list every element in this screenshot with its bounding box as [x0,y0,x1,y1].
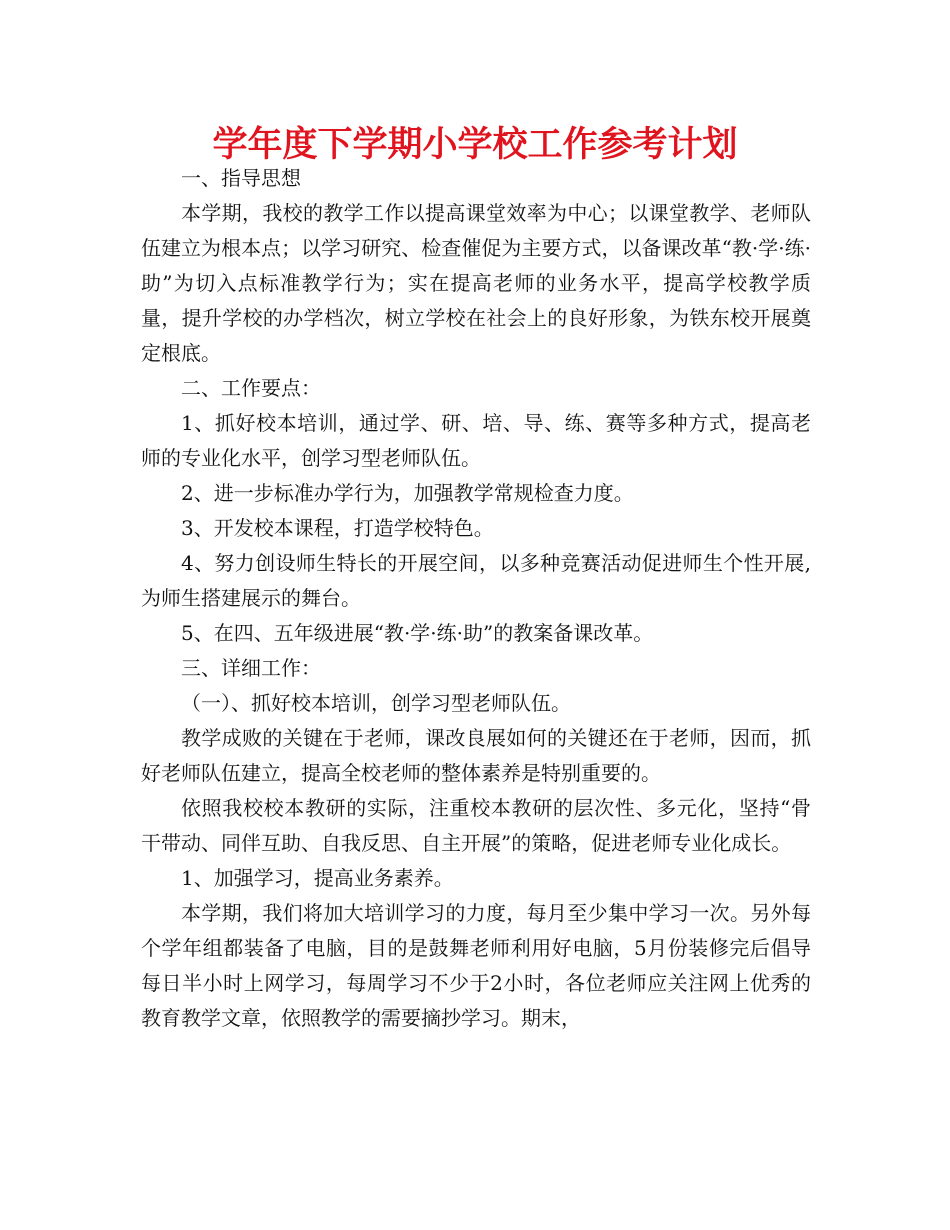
paragraph-school-research: 依照我校校本教研的实际，注重校本教研的层次性、多元化，坚持“骨干带动、同伴互助、自我反思、自主开展”的策略，促进老师专业化成长。 [141,796,811,855]
subsection-heading-school-training: （一）、抓好校本培训，创学习型老师队伍。 [181,691,571,715]
list-item-work-point-2: 2、进一步标准办学行为，加强教学常规检查力度。 [181,481,634,505]
list-item-work-point-3: 3、开发校本课程，打造学校特色。 [181,516,494,540]
paragraph-study-plan: 本学期，我们将加大培训学习的力度，每月至少集中学习一次。另外每个学年组都装备了电脑，目的是鼓舞老师利用好电脑，5月份装修完后倡导每日半小时上网学习，每周学习不少于2小时，各位老师应关注网上优秀的教育教学文章，依照教学的需要摘抄学习。期末， [141,901,811,1030]
section-heading-work-points: 二、工作要点： [181,376,321,400]
document-title: 学年度下学期小学校工作参考计划 [212,125,738,165]
section-heading-detailed-work: 三、详细工作： [181,656,321,680]
list-item-work-point-5: 5、在四、五年级进展“教·学·练·助”的教案备课改革。 [181,621,654,645]
list-item-work-point-1: 1、抓好校本培训，通过学、研、培、导、练、赛等多种方式，提高老师的专业化水平，创学习型老师队伍。 [141,411,811,470]
paragraph-teacher-key: 教学成败的关键在于老师，课改良展如何的关键还在于老师，因而，抓好老师队伍建立，提高全校老师的整体素养是特别重要的。 [141,726,811,785]
list-item-strengthen-study: 1、加强学习，提高业务素养。 [181,866,454,890]
section-heading-guiding-thought: 一、指导思想 [181,166,301,190]
paragraph-guiding-thought: 本学期，我校的教学工作以提高课堂效率为中心；以课堂教学、老师队伍建立为根本点；以学习研究、检查催促为主要方式，以备课改革“教·学·练·助”为切入点标准教学行为；实在提高老师的业务水平，提高学校教学质量，提升学校的办学档次，树立学校在社会上的良好形象，为铁东校开展奠定根底。 [141,201,811,365]
list-item-work-point-4: 4、努力创设师生特长的开展空间，以多种竞赛活动促进师生个性开展,为师生搭建展示的舞台。 [141,551,811,610]
document-body [141,161,811,1036]
